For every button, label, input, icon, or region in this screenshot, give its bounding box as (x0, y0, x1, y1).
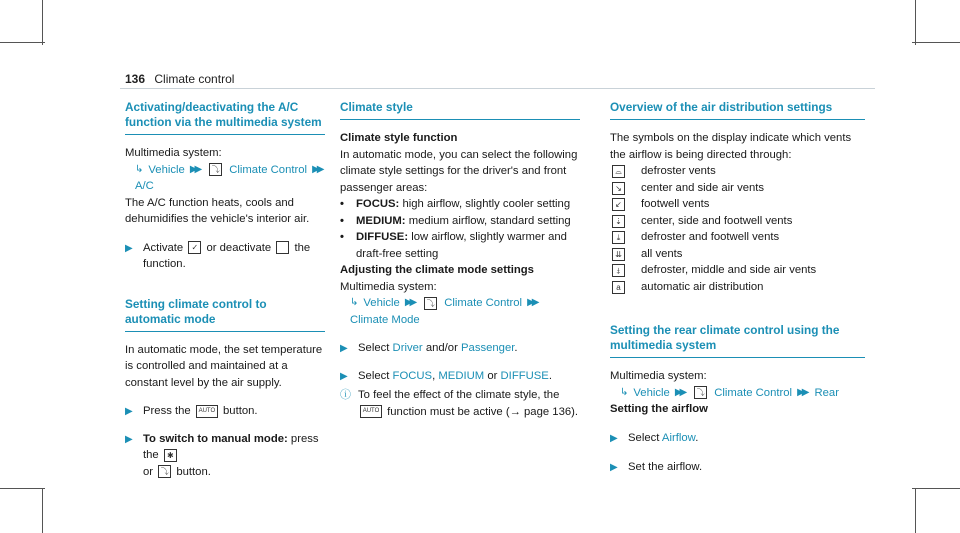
symbol-row: ⇊ all vents (610, 246, 865, 263)
path-item: Climate Control (444, 297, 523, 309)
column-2 (340, 100, 580, 420)
section-heading: Climate style (340, 100, 580, 120)
intro-text: Multimedia system: (610, 370, 707, 382)
return-arrow-icon: ↳ (350, 297, 359, 308)
menu-path (610, 385, 865, 402)
symbol-row: ⤓ defroster and footwell vents (610, 229, 865, 246)
chevron-icon: ▶▶ (189, 163, 200, 175)
defroster-footwell-icon: ⤓ (612, 231, 625, 244)
list-item: • DIFFUSE: low airflow, slightly warmer and draft-free setting (340, 231, 567, 260)
chevron-icon: ▶▶ (674, 386, 685, 398)
intro-text: Multimedia system: (125, 147, 222, 159)
crop-mark (42, 488, 43, 533)
crop-mark (915, 488, 916, 533)
page-number: 136 (125, 72, 146, 86)
body-text: The symbols on the display indicate which vents the airflow is being directed through: (610, 132, 852, 161)
body-text: The A/C function heats, cools and dehumidifies the vehicle's interior air. (125, 196, 310, 225)
section-heading: Setting the rear climate control using the multimedia system (610, 323, 865, 358)
path-item: Vehicle (148, 163, 185, 176)
path-item: Vehicle (633, 386, 670, 399)
step-arrow-icon: ▶ (610, 462, 618, 473)
option-medium: MEDIUM (438, 369, 485, 382)
step (125, 431, 325, 481)
menu-path (340, 295, 580, 328)
page-title: Climate control (154, 72, 235, 86)
symbol-row: ↙ footwell vents (610, 196, 865, 213)
crop-mark (912, 42, 960, 43)
footwell-vent-icon: ↙ (612, 198, 625, 211)
step-text: the function. (143, 241, 311, 270)
step (125, 403, 325, 421)
center-vent-icon: ↘ (612, 182, 625, 195)
chevron-icon: ▶▶ (797, 386, 807, 398)
step-arrow-icon: ▶ (340, 370, 348, 382)
subheading: Setting the airflow (610, 403, 708, 415)
info-icon: ⓘ (340, 389, 351, 401)
seat-icon: ⤵ (694, 386, 707, 399)
auto-button-icon: AUTO (196, 405, 218, 418)
defroster-icon: ⌓ (612, 165, 625, 178)
path-item: Climate Mode (350, 313, 420, 326)
step-text: Set the airflow. (628, 461, 703, 473)
section-heading: Setting climate control to automatic mode (125, 297, 325, 332)
step-text: or (143, 465, 154, 478)
step (610, 459, 865, 477)
option-focus: FOCUS (392, 369, 433, 382)
path-item: Vehicle (363, 297, 400, 309)
symbol-row: ⌓ defroster vents (610, 163, 865, 180)
step (125, 240, 325, 273)
header-divider (120, 88, 875, 89)
step-arrow-icon: ▶ (610, 432, 618, 444)
step: ▶ Select Airflow. (610, 430, 865, 448)
path-item: Rear (814, 386, 839, 399)
section-heading: Activating/deactivating the A/C function via the multimedia system (125, 100, 325, 135)
option-passenger: Passenger (461, 342, 515, 354)
step: ▶ Select FOCUS, MEDIUM or DIFFUSE. (340, 368, 580, 386)
path-item: A/C (135, 180, 154, 192)
body-text: In automatic mode, the set temperature is controlled and maintained at a constant level by the air supply. (125, 343, 323, 389)
page-header (125, 72, 234, 86)
air-distribution-icon: ⤵ (158, 465, 171, 478)
symbol-row: ⇣ center, side and footwell vents (610, 213, 865, 230)
checkbox-checked-icon: ✓ (188, 241, 201, 254)
chevron-icon: ▶▶ (404, 297, 415, 308)
intro-text: Multimedia system: (340, 280, 437, 293)
all-vents-icon: ⇊ (612, 248, 625, 261)
column-1 (125, 100, 325, 480)
step-text: button. (223, 405, 258, 417)
subheading: Adjusting the climate mode settings (340, 264, 534, 276)
info-note: ⓘ To feel the effect of the climate style, the AUTO function must be active (→ page 136). (340, 387, 580, 420)
chevron-icon: ▶▶ (527, 297, 537, 308)
defroster-middle-icon: ⤈ (612, 264, 625, 277)
body-text: In automatic mode, you can select the following climate style settings for the driver's and front passenger areas: (340, 148, 578, 194)
auto-distribution-icon: a (612, 281, 625, 294)
column-3 (610, 100, 865, 477)
step-text: press the (143, 432, 319, 461)
auto-button-icon: AUTO (360, 405, 382, 418)
step-text: or deactivate (206, 241, 272, 254)
symbol-row: ⤈ defroster, middle and side air vents (610, 262, 865, 279)
checkbox-empty-icon (276, 241, 289, 254)
section-heading: Overview of the air distribution settings (610, 100, 865, 120)
path-item: Climate Control (714, 386, 793, 399)
seat-icon: ⤵ (209, 163, 222, 176)
step: ▶ Select Driver and/or Passenger. (340, 340, 580, 358)
fan-icon: ✱ (164, 449, 177, 462)
crop-mark (912, 488, 960, 489)
step-arrow-icon: ▶ (340, 343, 348, 354)
option-diffuse: DIFFUSE (500, 369, 549, 382)
symbol-row: a automatic air distribution (610, 279, 865, 296)
crop-mark (42, 0, 43, 45)
seat-icon: ⤵ (424, 297, 437, 310)
step-text: button. (176, 465, 211, 478)
symbol-row: ↘ center and side air vents (610, 180, 865, 197)
step-label: To switch to manual mode: (143, 432, 288, 445)
step-text: Press the (143, 405, 191, 417)
crop-mark (0, 488, 45, 489)
list-item: • FOCUS: high airflow, slightly cooler setting (340, 198, 571, 210)
center-footwell-icon: ⇣ (612, 215, 625, 228)
crop-mark (915, 0, 916, 45)
step-arrow-icon: ▶ (125, 242, 133, 254)
step-arrow-icon: ▶ (125, 406, 133, 417)
return-arrow-icon: ↳ (135, 163, 144, 175)
chevron-icon: ▶▶ (312, 163, 322, 175)
step-arrow-icon: ▶ (125, 433, 133, 445)
return-arrow-icon: ↳ (620, 386, 629, 398)
subheading: Climate style function (340, 132, 458, 144)
path-item: Climate Control (229, 163, 308, 176)
menu-path (125, 162, 325, 195)
option-airflow: Airflow (661, 431, 696, 444)
crop-mark (0, 42, 45, 43)
list-item: • MEDIUM: medium airflow, standard setting (340, 214, 571, 227)
option-driver: Driver (392, 342, 423, 354)
step-text: Activate (143, 241, 184, 254)
